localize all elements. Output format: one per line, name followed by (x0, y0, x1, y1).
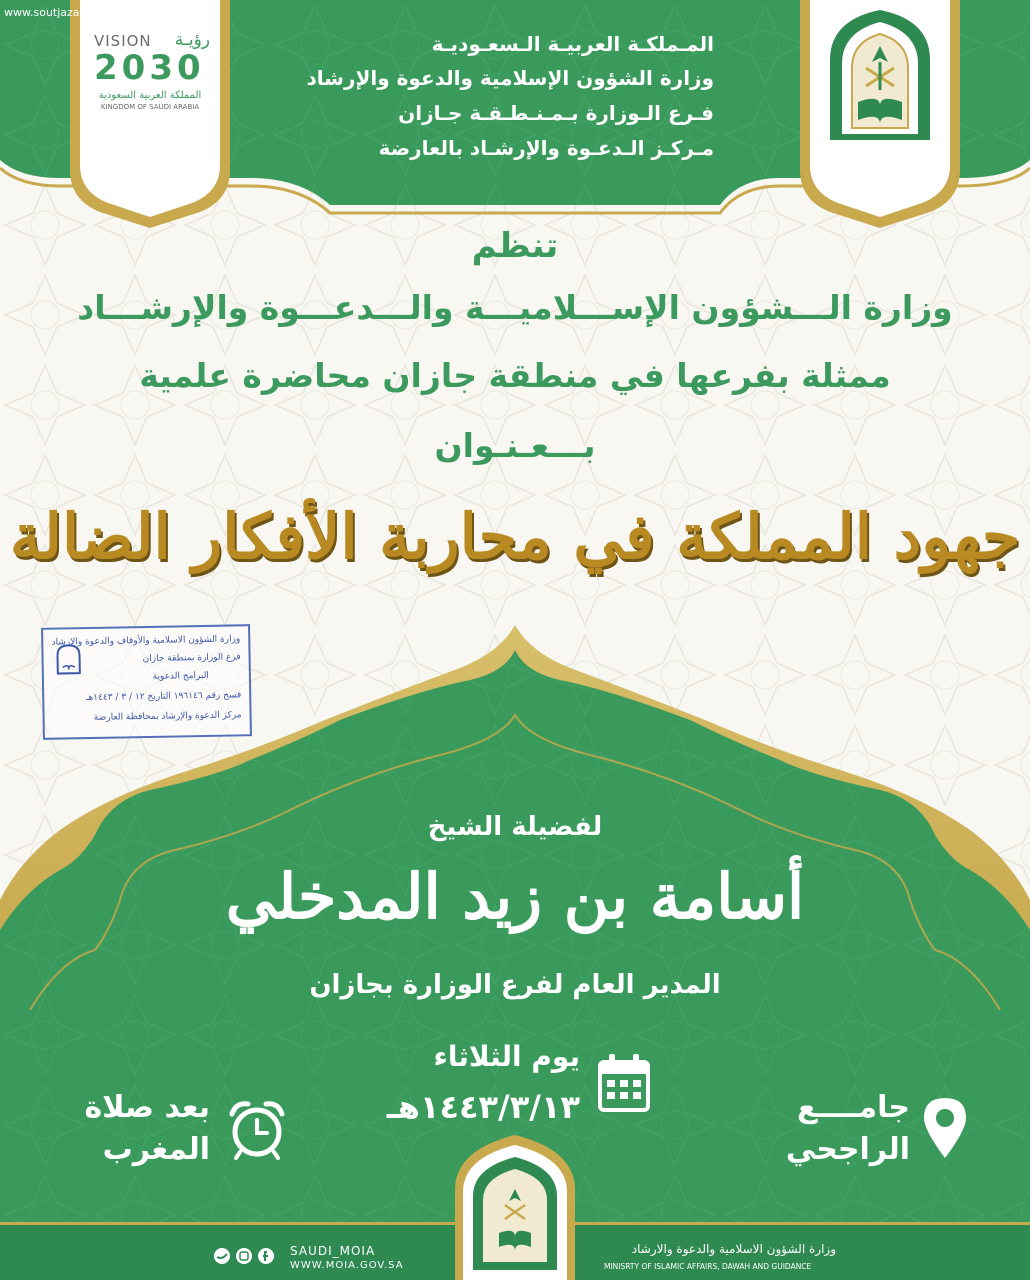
footer-handle: SAUDI_MOIA (290, 1244, 376, 1258)
twitter-icon (214, 1248, 230, 1264)
location-pin-icon (920, 1094, 970, 1162)
alarm-clock-icon (226, 1098, 288, 1160)
vision-2030-logo (88, 30, 214, 110)
lecture-title: جهود المملكة في محاربة الأفكار الضالة (9, 500, 1021, 573)
header-line-ministry: وزارة الشؤون الإسلامية والدعوة والإرشاد (306, 66, 714, 90)
watermark: www.soutjazaan (4, 6, 94, 19)
facebook-icon (258, 1248, 274, 1264)
intro-organizes: تنظم (471, 226, 559, 266)
footer-ministry-en: MINISRTY OF ISLAMIC AFFAIRS, DAWAH AND GUIDANCE (604, 1262, 812, 1271)
sheikh-name: أسامة بن زيد المدخلي (225, 860, 805, 933)
stamp-emblem-icon (55, 643, 82, 675)
stamp-line-4: فسح رقم ١٩٦١٤٦ التاريخ ١٢ / ٣ / ١٤٤٣هـ (85, 690, 242, 704)
event-place-line2: الراجحي (785, 1132, 910, 1167)
event-place-line1: جامــــع (797, 1090, 910, 1125)
social-icons (212, 1246, 282, 1266)
header-line-center: مـركـز الـدعـوة والإرشـاد بالعارضة (378, 136, 714, 160)
vision-arabic-kingdom: المملكة العربية السعودية (98, 90, 202, 101)
sheikh-honorific: لفضيلة الشيخ (427, 812, 603, 842)
stamp-line-3: البرامج الدعوية (152, 670, 209, 682)
vision-word: VISION (94, 32, 152, 50)
ministry-emblem-icon (852, 40, 908, 130)
footer-website: WWW.MOIA.GOV.SA (290, 1260, 404, 1271)
footer-emblem-icon (495, 1185, 535, 1255)
intro-titled: بـــعـنـوان (434, 426, 596, 465)
event-time-line1: بعد صلاة (84, 1090, 210, 1125)
approval-stamp (41, 624, 252, 740)
event-time-line2: المغرب (102, 1132, 210, 1167)
sheikh-position: المدير العام لفرع الوزارة بجازان (309, 970, 721, 1000)
footer-ministry-ar: وزارة الشؤون الاسلامية والدعوة والارشاد (631, 1242, 836, 1256)
instagram-icon (236, 1248, 252, 1264)
event-day: يوم الثلاثاء (433, 1040, 580, 1073)
stamp-line-2: فرع الوزارة بمنطقة جازان (142, 652, 241, 665)
header-line-branch: فـرع الـوزارة بـمـنـطـقـة جـازان (398, 101, 714, 125)
vision-english-kingdom: KINGDOM OF SAUDI ARABIA (100, 103, 200, 111)
stamp-line-5: مركز الدعوة والإرشاد بمحافظة العارضة (93, 710, 242, 723)
event-date: ١٤٤٣/٣/١٣هـ (386, 1088, 580, 1126)
vision-year: 2030 (94, 48, 205, 88)
header-line-kingdom: المـملكـة العربيـة الـسعـوديـة (431, 32, 714, 56)
intro-ministry: وزارة الـــشؤون الإســـلاميـــة والـــدعـــوة والإرشـــاد (77, 288, 953, 327)
calendar-icon (596, 1052, 652, 1114)
vision-arabic-word: رؤيـة (174, 30, 210, 50)
stamp-line-1: وزارة الشؤون الاسلامية والأوقاف والدعوة والإرشاد (51, 634, 241, 648)
intro-represented: ممثلة بفرعها في منطقة جازان محاضرة علمية (139, 356, 891, 395)
